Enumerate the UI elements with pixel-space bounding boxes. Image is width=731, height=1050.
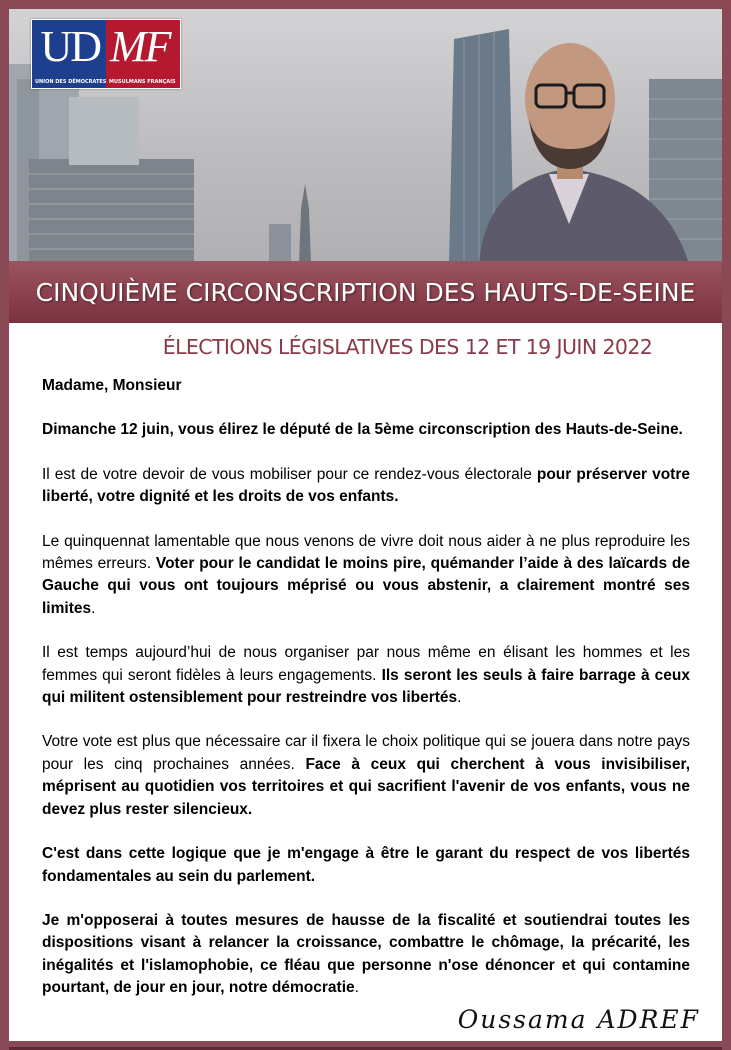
paragraph-5-bold: Face à ceux qui cherchent à vous invisibiliser, méprisent au quotidien vos territoires et qui sacrifient l'avenir de vos enfants, vous ne devez plus rester silencieux. xyxy=(42,755,691,818)
building-left-block xyxy=(29,159,194,264)
logo-left-caption: UNION DES DÉMOCRATES xyxy=(35,79,107,85)
paragraph-4-bold: Ils seront les seuls à faire barrage à ceux qui militent ostensiblement pour restreindre vos libertés xyxy=(42,666,690,707)
paragraph-4-text: Il est temps aujourd’hui de nous organiser par nous même en élisant les hommes et les femmes qui seront fidèles à leurs engagements. xyxy=(42,644,690,684)
building-center-small xyxy=(269,224,291,264)
letter-paragraph-2 xyxy=(42,464,690,509)
title-band xyxy=(9,261,722,323)
page-title: CINQUIÈME CIRCONSCRIPTION DES HAUTS-DE-SEINE xyxy=(35,277,696,307)
paragraph-6-text: C'est dans cette logique que je m'engage à être le garant du respect de vos libertés fondamentales au sein du parlement. xyxy=(42,845,690,885)
signature: Oussama ADREF xyxy=(457,1005,700,1034)
letter-paragraph-5 xyxy=(42,731,690,821)
greeting-text: Madame, Monsieur xyxy=(42,377,182,394)
paragraph-3-end: . xyxy=(91,599,96,617)
letter-paragraph-6 xyxy=(42,843,690,888)
logo-right-letters: MF xyxy=(110,22,170,71)
paragraph-7-text: Je m'opposerai à toutes mesures de hausse de la fiscalité et soutiendrai toutes les dispositions visant à relancer la croissance, combattre le chômage, la précarité, les inégalités et l'islamophobie, ce fléau que personne n'ose dénoncer et qui contamine pourtant, de jour en jour, notre démocratie xyxy=(42,911,690,997)
letter-paragraph-4 xyxy=(42,642,690,709)
logo-blue-panel xyxy=(32,20,106,88)
paragraph-2-text: Il est de votre devoir de vous mobiliser pour ce rendez-vous électorale xyxy=(42,465,537,483)
letter-paragraph-7 xyxy=(42,910,690,1000)
letter-body xyxy=(42,375,690,1022)
paragraph-3-bold: Voter pour le candidat le moins pire, quémander l’aide à des laïcards de Gauche qui vous ont toujours méprisé ou vous abstenir, a clairement montré ses limites xyxy=(42,555,690,617)
paragraph-3-text: Le quinquennat lamentable que nous venons de vivre doit nous aider à ne plus reproduire les mêmes erreurs. xyxy=(42,532,690,573)
udmf-logo xyxy=(31,19,181,89)
logo-right-caption: MUSULMANS FRANÇAIS xyxy=(109,79,176,85)
paragraph-7-end: . xyxy=(354,979,359,997)
building-left-top xyxy=(69,97,139,165)
election-subtitle: ÉLECTIONS LÉGISLATIVES DES 12 ET 19 JUIN 2022 xyxy=(162,335,653,359)
paragraph-5-text: Votre vote est plus que nécessaire car il fixera le choix politique qui se jouera dans notre pays pour les cinq prochaines années. xyxy=(42,733,690,773)
letter-paragraph-3 xyxy=(42,531,690,621)
paragraph-1-text: Dimanche 12 juin, vous élirez le député de la 5ème circonscription des Hauts-de-Seine. xyxy=(42,421,683,439)
letter-paragraph-1 xyxy=(42,419,690,441)
paragraph-2-bold: pour préserver votre liberté, votre dignité et les droits de vos enfants. xyxy=(42,465,690,506)
logo-red-panel xyxy=(106,20,180,88)
paragraph-4-end: . xyxy=(457,689,462,707)
letter-greeting xyxy=(42,375,690,397)
spire-tower xyxy=(299,184,311,264)
logo-left-letters: UD xyxy=(40,22,100,71)
